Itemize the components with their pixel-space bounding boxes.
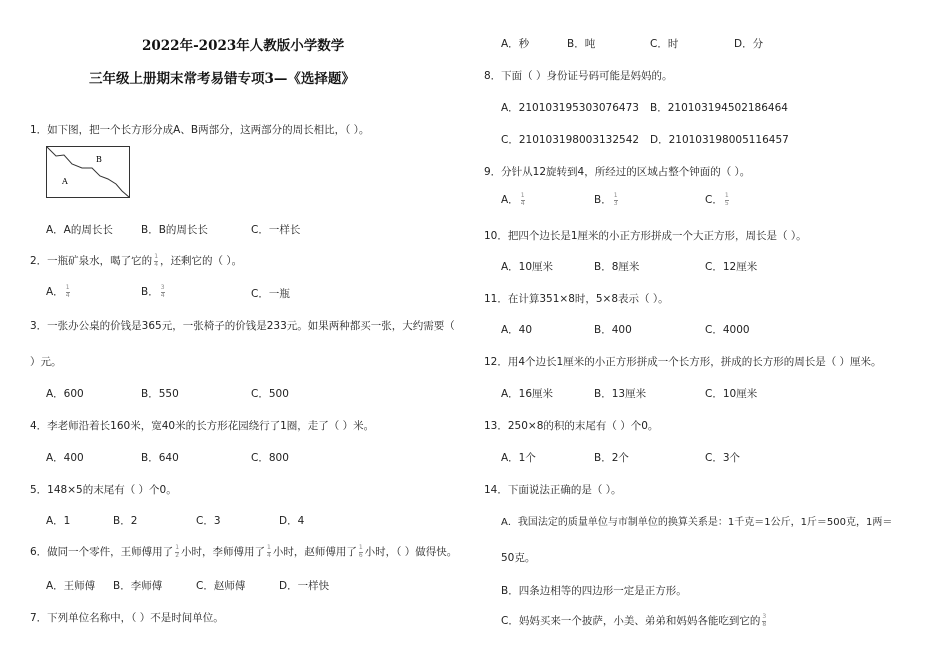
question-12: 12．用4个边长1厘米的小正方形拼成一个长方形，拼成的长方形的周长是（ ）厘米。 (484, 356, 882, 368)
question-1: 1．如下图，把一个长方形分成A、B两部分，这两部分的周长相比，（ ）。 (30, 124, 370, 136)
fraction: $\frac{1}{5}$ (724, 192, 729, 207)
q3-option-c[interactable]: C．500 (251, 388, 289, 400)
q1-option-c[interactable]: C．一样长 (251, 224, 301, 236)
question-10: 10．把四个边长是1厘米的小正方形拼成一个大正方形，周长是（ ）。 (484, 230, 807, 242)
q14-option-c[interactable]: C．妈妈买来一个披萨，小美、弟弟和妈妈各能吃到它的 $\frac{3}{8}$ (501, 613, 767, 628)
q12-option-a[interactable]: A．16厘米 (501, 388, 554, 400)
question-3-cont: ）元。 (30, 356, 62, 368)
question-13: 13．250×8的积的末尾有（ ）个0。 (484, 420, 659, 432)
q5-option-d[interactable]: D．4 (279, 515, 305, 527)
q12-option-b[interactable]: B．13厘米 (594, 388, 647, 400)
fraction: $\frac{1}{3}$ (613, 192, 618, 207)
q10-option-b[interactable]: B．8厘米 (594, 261, 640, 273)
question-7: 7．下列单位名称中，（ ）不是时间单位。 (30, 612, 224, 624)
q14-option-a[interactable]: A．我国法定的质量单位与市制单位的换算关系是：1千克＝1公斤，1斤＝500克，1两＝ (501, 517, 893, 528)
q7-option-b[interactable]: B．吨 (567, 38, 596, 50)
question-8: 8．下面（ ）身份证号码可能是妈妈的。 (484, 70, 673, 82)
question-3: 3．一张办公桌的价钱是365元，一张椅子的价钱是233元。如果两种都买一张，大约需要（ (30, 320, 455, 332)
fraction: $\frac{1}{2}$ (175, 544, 180, 559)
q6-option-b[interactable]: B．李师傅 (113, 580, 163, 592)
question-2: 2．一瓶矿泉水，喝了它的 $\frac{1}{4}$ ，还剩它的（ ）。 (30, 253, 243, 268)
q6-option-c[interactable]: C．赵师傅 (196, 580, 246, 592)
q1-option-a[interactable]: A．A的周长长 (46, 224, 113, 236)
q4-option-b[interactable]: B．640 (141, 452, 179, 464)
q13-option-a[interactable]: A．1个 (501, 452, 536, 464)
q11-option-c[interactable]: C．4000 (705, 324, 750, 336)
q9-option-b[interactable]: B． $\frac{1}{3}$ (594, 192, 618, 207)
question-9: 9．分针从12旋转到4，所经过的区域占整个钟面的（ ）。 (484, 166, 751, 178)
fraction: $\frac{1}{4}$ (267, 544, 271, 559)
fraction: $\frac{1}{4}$ (65, 284, 70, 299)
rectangle-figure (46, 146, 130, 198)
fraction: $\frac{1}{6}$ (358, 544, 363, 559)
question-4: 4．李老师沿着长160米，宽40米的长方形花园绕行了1圈，走了（ ）米。 (30, 420, 375, 432)
q8-option-a[interactable]: A．210103195303076473 (501, 102, 639, 114)
q14-option-b[interactable]: B．四条边相等的四边形一定是正方形。 (501, 585, 687, 597)
question-5: 5．148×5的末尾有（ ）个0。 (30, 484, 177, 496)
q10-option-a[interactable]: A．10厘米 (501, 261, 554, 273)
page-title: 2022年-2023年人教版小学数学 (142, 38, 345, 54)
page-subtitle: 三年级上册期末常考易错专项3—《选择题》 (89, 71, 355, 87)
q4-option-c[interactable]: C．800 (251, 452, 289, 464)
q8-option-c[interactable]: C．210103198003132542 (501, 134, 640, 146)
q8-option-b[interactable]: B．210103194502186464 (650, 102, 788, 114)
question-14: 14．下面说法正确的是（ ）。 (484, 484, 622, 496)
q3-option-a[interactable]: A．600 (46, 388, 84, 400)
question-11: 11．在计算351×8时，5×8表示（ ）。 (484, 293, 669, 305)
q7-option-a[interactable]: A．秒 (501, 38, 530, 50)
q5-option-c[interactable]: C．3 (196, 515, 221, 527)
q6-option-a[interactable]: A．王师傅 (46, 580, 96, 592)
q4-option-a[interactable]: A．400 (46, 452, 84, 464)
q3-option-b[interactable]: B．550 (141, 388, 179, 400)
fraction: $\frac{3}{8}$ (762, 613, 767, 628)
region-a-label: A (62, 177, 68, 186)
q7-option-c[interactable]: C．时 (650, 38, 679, 50)
q2-option-b[interactable]: B． $\frac{3}{4}$ (141, 284, 165, 299)
q10-option-c[interactable]: C．12厘米 (705, 261, 758, 273)
q11-option-b[interactable]: B．400 (594, 324, 632, 336)
q9-option-a[interactable]: A． $\frac{1}{4}$ (501, 192, 525, 207)
question-6: 6．做同一个零件，王师傅用了 $\frac{1}{2}$ 小时，李师傅用了 $\frac{1}{4}$ 小时，赵师傅用了 $\frac{1}{6}$ 小时，（ ）做得快。 (30, 544, 458, 559)
region-b-label: B (96, 155, 102, 164)
q2-option-c[interactable]: C．一瓶 (251, 288, 290, 300)
q11-option-a[interactable]: A．40 (501, 324, 533, 336)
q9-option-c[interactable]: C． $\frac{1}{5}$ (705, 192, 729, 207)
fraction: $\frac{1}{4}$ (520, 192, 525, 207)
q12-option-c[interactable]: C．10厘米 (705, 388, 758, 400)
q2-option-a[interactable]: A． $\frac{1}{4}$ (46, 284, 70, 299)
q5-option-b[interactable]: B．2 (113, 515, 138, 527)
q6-option-d[interactable]: D．一样快 (279, 580, 330, 592)
q14-option-a-cont: 50克。 (501, 552, 536, 564)
fraction: $\frac{3}{4}$ (160, 284, 165, 299)
q8-option-d[interactable]: D．210103198005116457 (650, 134, 789, 146)
q13-option-c[interactable]: C．3个 (705, 452, 741, 464)
q5-option-a[interactable]: A．1 (46, 515, 71, 527)
q1-option-b[interactable]: B．B的周长长 (141, 224, 208, 236)
fraction: $\frac{1}{4}$ (154, 253, 159, 268)
q13-option-b[interactable]: B．2个 (594, 452, 629, 464)
q7-option-d[interactable]: D．分 (734, 38, 764, 50)
